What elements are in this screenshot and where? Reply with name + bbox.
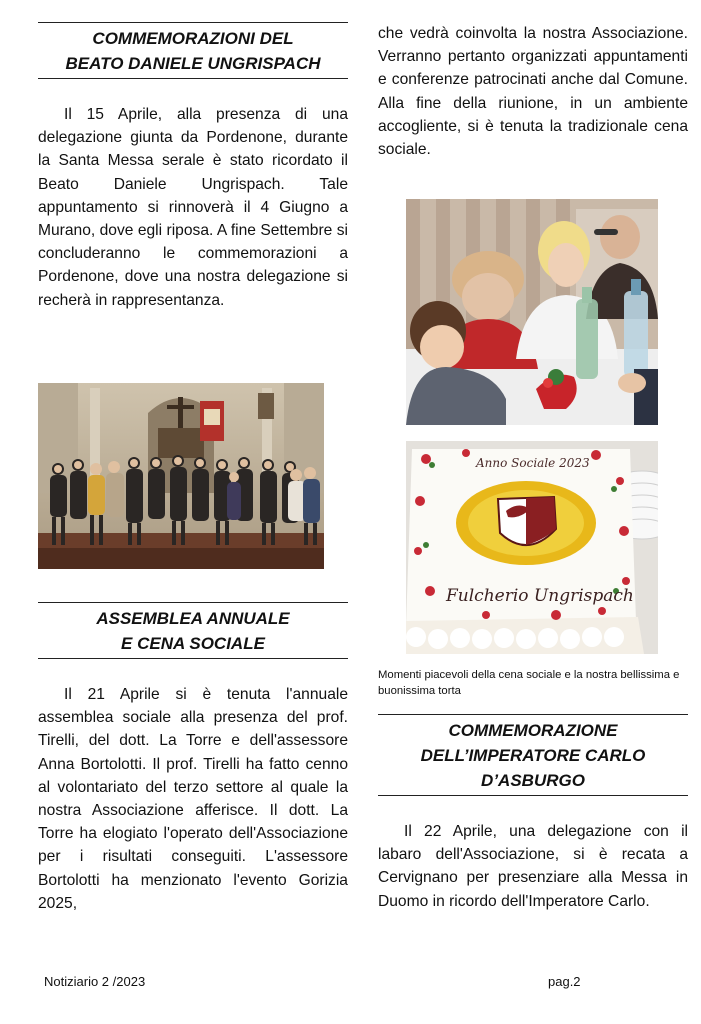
cake-inscription-top: Anno Sociale 2023 <box>476 456 590 470</box>
section-assemblea <box>38 602 348 915</box>
dinner-photo <box>406 199 658 425</box>
article-text: Il 22 Aprile, una delegazione con il labaro dell'Associazione, si è recata a Cervignano per presenziare alla Messa in Duomo in ricordo dell'Imperatore Carlo. <box>378 823 688 910</box>
cake-inscription-bottom: Fulcherio Ungrispach <box>446 586 634 606</box>
article-text: Il 21 Aprile si è tenuta l'annuale assemblea sociale alla presenza del prof. Tirelli, del dott. La Torre e dell'assessore Anna Bortolotti. Il prof. Tirelli ha fatto cenno al volontariato del terzo settore al quale la nostra Associazione afferisce. Il dott. La Torre ha elogiato l'operato dell'Associazione per i risultati conseguiti. L'assessore Bortolotti ha menzionato l'evento Gorizia 2025, <box>38 686 348 912</box>
article-text: Il 15 Aprile, alla presenza di una delegazione giunta da Pordenone, durante la Santa Messa serale è stato ricordato il Beato Daniele Ungrispach. Tale appuntamento si rinnoverà il 4 Giugno a Murano, dove egli riposa. A fine Settembre si concluderanno le commemorazioni a Pordenone, dove una nostra delegazione si recherà in rappresentanza. <box>38 106 348 309</box>
page-number: pag.2 <box>548 974 581 989</box>
section-heading: COMMEMORAZIONI DEL BEATO DANIELE UNGRISPACH <box>38 22 348 79</box>
article-text: che vedrà coinvolta la nostra Associazione. Verranno pertanto organizzati appuntamenti e conferenze patrocinati anche dal Comune. Alla fine della riunione, in un ambiente accogliente, si è tenuta la tradizionale cena sociale. <box>378 25 688 159</box>
section-heading: COMMEMORAZIONE DELL’IMPERATORE CARLO D’ASBURGO <box>378 714 688 796</box>
section-imperatore-carlo <box>378 714 688 913</box>
church-group-photo <box>38 383 324 569</box>
section-beato-daniele <box>38 22 348 312</box>
issue-label: Notiziario 2 /2023 <box>44 974 146 989</box>
cake-photo <box>406 441 658 654</box>
photo-caption: Momenti piacevoli della cena sociale e la nostra bellissima e buonissima torta <box>378 669 680 697</box>
article-continuation <box>378 22 688 161</box>
section-heading: ASSEMBLEA ANNUALE E CENA SOCIALE <box>38 602 348 659</box>
